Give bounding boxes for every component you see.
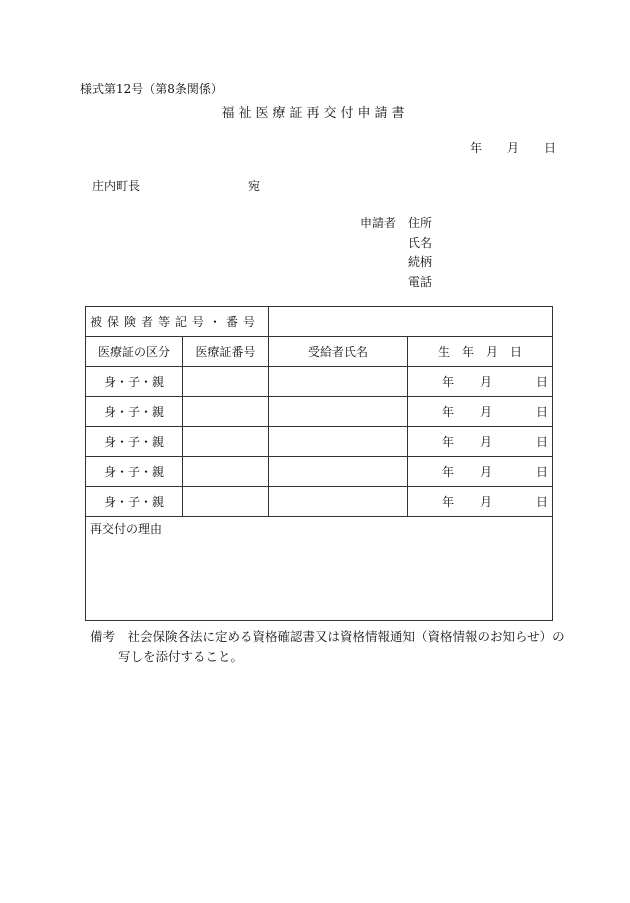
birthdate-field[interactable] [408, 487, 553, 517]
reason-label: 再交付の理由 [90, 522, 163, 536]
category-option[interactable]: 身・子・親 [86, 427, 183, 457]
recipient-name-field[interactable] [269, 487, 408, 517]
applicant-address-label: 住所 [408, 216, 433, 230]
date-year-label: 年 [470, 141, 483, 155]
reason-row [86, 517, 553, 621]
birth-month-label: 月 [480, 435, 493, 449]
card-number-field[interactable] [183, 397, 269, 427]
reason-field[interactable] [86, 517, 553, 621]
honorific: 宛 [248, 179, 261, 193]
application-table [85, 306, 553, 621]
birth-year-label: 年 [442, 495, 455, 509]
birth-month-label: 月 [480, 375, 493, 389]
birth-year-label: 年 [442, 465, 455, 479]
birth-day-label: 日 [536, 435, 549, 449]
birthdate-field[interactable] [408, 427, 553, 457]
table-row [86, 367, 553, 397]
birthdate-field[interactable] [408, 457, 553, 487]
applicant-relationship-label: 続柄 [408, 255, 433, 269]
addressee: 庄内町長 [92, 179, 141, 193]
header-birthdate: 生 年 月 日 [408, 337, 553, 367]
date-day-label: 日 [544, 141, 557, 155]
insured-number-label: 被保険者等記号・番号 [86, 307, 269, 337]
birthdate-field[interactable] [408, 367, 553, 397]
birth-day-label: 日 [536, 465, 549, 479]
card-number-field[interactable] [183, 427, 269, 457]
applicant-phone-label: 電話 [408, 275, 433, 289]
applicant-name-label: 氏名 [408, 236, 433, 250]
applicant-label: 申請者 [360, 216, 397, 230]
recipient-name-field[interactable] [269, 397, 408, 427]
birth-year-label: 年 [442, 405, 455, 419]
table-row [86, 427, 553, 457]
table-header-row [86, 337, 553, 367]
insured-number-row [86, 307, 553, 337]
recipient-name-field[interactable] [269, 457, 408, 487]
card-number-field[interactable] [183, 457, 269, 487]
category-option[interactable]: 身・子・親 [86, 397, 183, 427]
table-row [86, 397, 553, 427]
table-row [86, 457, 553, 487]
birth-month-label: 月 [480, 495, 493, 509]
birth-year-label: 年 [442, 375, 455, 389]
form-number: 様式第12号（第8条関係） [80, 82, 223, 96]
category-option[interactable]: 身・子・親 [86, 487, 183, 517]
remarks-line-2: 写しを添付すること。 [118, 649, 244, 664]
header-category: 医療証の区分 [86, 337, 183, 367]
birthdate-field[interactable] [408, 397, 553, 427]
birth-year-label: 年 [442, 435, 455, 449]
header-recipient-name: 受給者氏名 [269, 337, 408, 367]
insured-number-field[interactable] [269, 307, 553, 337]
birth-month-label: 月 [480, 465, 493, 479]
remarks-line-1: 備考 社会保険各法に定める資格確認書又は資格情報通知（資格情報のお知らせ）の [90, 629, 565, 644]
page-title: 福祉医療証再交付申請書 [221, 106, 409, 121]
birth-month-label: 月 [480, 405, 493, 419]
birth-day-label: 日 [536, 375, 549, 389]
card-number-field[interactable] [183, 487, 269, 517]
card-number-field[interactable] [183, 367, 269, 397]
category-option[interactable]: 身・子・親 [86, 367, 183, 397]
date-month-label: 月 [507, 141, 520, 155]
recipient-name-field[interactable] [269, 427, 408, 457]
birth-day-label: 日 [536, 405, 549, 419]
remarks [90, 627, 565, 667]
birth-day-label: 日 [536, 495, 549, 509]
table-row [86, 487, 553, 517]
recipient-name-field[interactable] [269, 367, 408, 397]
header-card-number: 医療証番号 [183, 337, 269, 367]
category-option[interactable]: 身・子・親 [86, 457, 183, 487]
